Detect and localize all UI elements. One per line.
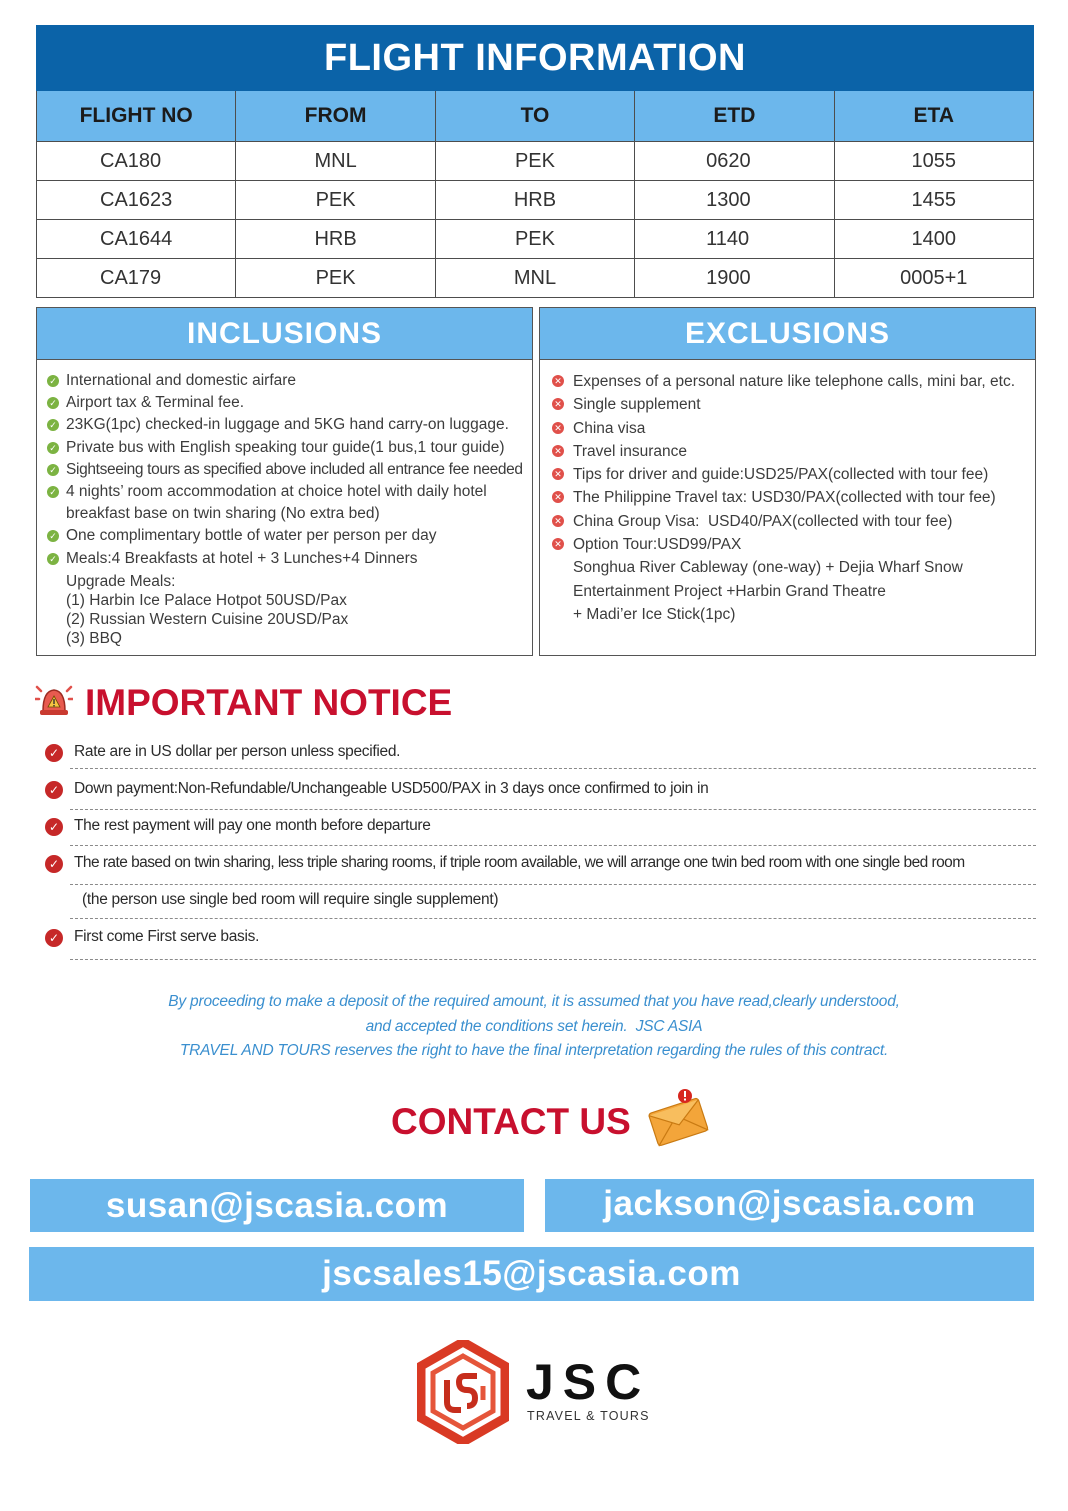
cell-eta: 1055 bbox=[834, 142, 1033, 181]
check-circle-icon: ✓ bbox=[47, 464, 59, 476]
check-circle-icon: ✓ bbox=[45, 781, 63, 799]
x-circle-icon: ✕ bbox=[552, 468, 564, 480]
dashed-divider bbox=[70, 768, 1036, 769]
check-circle-icon: ✓ bbox=[45, 818, 63, 836]
upgrade-meal-item: (1) Harbin Ice Palace Hotpot 50USD/Pax bbox=[66, 591, 347, 609]
cell-etd: 1900 bbox=[635, 259, 834, 298]
header-flight-no: FLIGHT NO bbox=[37, 91, 236, 142]
list-item bbox=[550, 486, 1027, 509]
notice-text: Down payment:Non-Refundable/Unchangeable USD500/PAX in 3 days once confirmed to join in bbox=[74, 780, 709, 797]
exclusion-text: The Philippine Travel tax: USD30/PAX(collected with tour fee) bbox=[573, 489, 996, 507]
disclaimer bbox=[60, 990, 1008, 1064]
inclusion-text: 4 nights’ room accommodation at choice hotel with daily hotel breakfast base on twin sharing (No extra bed) bbox=[66, 483, 487, 523]
notice-text: Rate are in US dollar per person unless specified. bbox=[74, 743, 401, 760]
table-row bbox=[37, 220, 1034, 259]
check-circle-icon: ✓ bbox=[47, 419, 59, 431]
check-circle-icon: ✓ bbox=[45, 929, 63, 947]
dashed-divider bbox=[70, 845, 1036, 846]
cell-from: HRB bbox=[236, 220, 435, 259]
list-item bbox=[550, 370, 1027, 393]
disclaimer-line: TRAVEL AND TOURS reserves the right to have the final interpretation regarding the rules of this contract. bbox=[179, 1042, 889, 1059]
cell-etd: 0620 bbox=[635, 142, 834, 181]
check-circle-icon: ✓ bbox=[45, 744, 63, 762]
inclusion-text: Airport tax & Terminal fee. bbox=[66, 394, 245, 412]
header-eta: ETA bbox=[834, 91, 1033, 142]
jsc-logo-mark bbox=[417, 1340, 509, 1449]
table-row bbox=[37, 259, 1034, 298]
list-item bbox=[47, 548, 524, 570]
cell-from: PEK bbox=[236, 181, 435, 220]
cell-etd: 1140 bbox=[635, 220, 834, 259]
x-circle-icon: ✕ bbox=[552, 398, 564, 410]
x-circle-icon: ✕ bbox=[552, 491, 564, 503]
cell-flight-no: CA1623 bbox=[37, 181, 236, 220]
upgrade-meals-title: Upgrade Meals: bbox=[66, 572, 176, 590]
alarm-bell-icon bbox=[35, 683, 73, 724]
x-circle-icon: ✕ bbox=[552, 375, 564, 387]
notice-text: First come First serve basis. bbox=[74, 928, 260, 945]
option-tour-detail: + Madi’er Ice Stick(1pc) bbox=[573, 605, 736, 623]
check-circle-icon: ✓ bbox=[47, 442, 59, 454]
cell-from: PEK bbox=[236, 259, 435, 298]
flight-table bbox=[36, 91, 1034, 298]
notice-text: (the person use single bed room will require single supplement) bbox=[82, 891, 499, 908]
inclusion-text: One complimentary bottle of water per person per day bbox=[66, 527, 437, 545]
cell-eta: 1400 bbox=[834, 220, 1033, 259]
inclusions-list bbox=[37, 360, 532, 570]
envelope-icon bbox=[646, 1087, 710, 1152]
exclusion-text: Travel insurance bbox=[573, 442, 688, 460]
cell-eta: 1455 bbox=[834, 181, 1033, 220]
disclaimer-line: By proceeding to make a deposit of the required amount, it is assumed that you have read,clearly understood, bbox=[168, 993, 900, 1010]
header-to: TO bbox=[435, 91, 634, 142]
email-jackson-link[interactable]: jackson@jscasia.com bbox=[545, 1179, 1034, 1232]
exclusion-text: Expenses of a personal nature like telephone calls, mini bar, etc. bbox=[573, 373, 1016, 390]
table-row bbox=[37, 181, 1034, 220]
list-item bbox=[47, 370, 524, 392]
inclusion-text: Sightseeing tours as specified above included all entrance fee needed bbox=[66, 460, 523, 478]
exclusion-text: Tips for driver and guide:USD25/PAX(collected with tour fee) bbox=[573, 466, 989, 484]
flight-information-title: FLIGHT INFORMATION bbox=[36, 25, 1034, 91]
list-item bbox=[47, 392, 524, 414]
header-from: FROM bbox=[236, 91, 435, 142]
check-circle-icon: ✓ bbox=[47, 375, 59, 387]
email-sales-link[interactable]: jscsales15@jscasia.com bbox=[29, 1247, 1034, 1301]
important-notice-title: IMPORTANT NOTICE bbox=[85, 682, 453, 723]
list-item bbox=[47, 414, 524, 436]
exclusion-text: Option Tour:USD99/PAX bbox=[573, 536, 742, 554]
contact-us-title: CONTACT US bbox=[391, 1101, 631, 1142]
x-circle-icon: ✕ bbox=[552, 515, 564, 527]
check-circle-icon: ✓ bbox=[47, 397, 59, 409]
exclusions-title: EXCLUSIONS bbox=[540, 308, 1035, 360]
list-item bbox=[550, 440, 1027, 463]
exclusion-text: China Group Visa: USD40/PAX(collected with tour fee) bbox=[573, 512, 953, 530]
logo-tagline: TRAVEL & TOURS bbox=[527, 1409, 650, 1423]
dashed-divider bbox=[70, 918, 1036, 919]
disclaimer-line: and accepted the conditions set herein. JSC ASIA bbox=[365, 1017, 703, 1035]
list-item bbox=[47, 459, 524, 481]
inclusion-text: Meals:4 Breakfasts at hotel + 3 Lunches+4 Dinners bbox=[66, 549, 418, 567]
list-item bbox=[550, 510, 1027, 533]
list-item bbox=[47, 437, 524, 459]
x-circle-icon: ✕ bbox=[552, 422, 564, 434]
exclusion-text: China visa bbox=[573, 419, 646, 437]
cell-flight-no: CA179 bbox=[37, 259, 236, 298]
cell-eta: 0005+1 bbox=[834, 259, 1033, 298]
dashed-divider bbox=[70, 959, 1036, 960]
cell-to: PEK bbox=[435, 142, 634, 181]
cell-to: PEK bbox=[435, 220, 634, 259]
check-circle-icon: ✓ bbox=[47, 486, 59, 498]
list-item bbox=[550, 463, 1027, 486]
cell-to: MNL bbox=[435, 259, 634, 298]
cell-flight-no: CA1644 bbox=[37, 220, 236, 259]
inclusions-box bbox=[36, 307, 533, 656]
logo-name: JSC bbox=[526, 1354, 651, 1410]
notice-text: The rate based on twin sharing, less triple sharing rooms, if triple room available, we will arrange one twin bed room with one single bed room bbox=[74, 854, 965, 871]
check-circle-icon: ✓ bbox=[47, 530, 59, 542]
upgrade-meal-item: (2) Russian Western Cuisine 20USD/Pax bbox=[66, 610, 349, 628]
list-item bbox=[550, 393, 1027, 416]
cell-etd: 1300 bbox=[635, 181, 834, 220]
cell-to: HRB bbox=[435, 181, 634, 220]
header-etd: ETD bbox=[635, 91, 834, 142]
list-item bbox=[550, 417, 1027, 440]
list-item bbox=[47, 525, 524, 547]
notice-text: The rest payment will pay one month before departure bbox=[74, 817, 431, 834]
email-susan-link[interactable]: susan@jscasia.com bbox=[30, 1179, 524, 1232]
x-circle-icon: ✕ bbox=[552, 538, 564, 550]
exclusions-list bbox=[540, 360, 1035, 556]
inclusions-title: INCLUSIONS bbox=[37, 308, 532, 360]
check-circle-icon: ✓ bbox=[47, 553, 59, 565]
flight-information-table bbox=[36, 25, 1034, 298]
exclusion-text: Single supplement bbox=[573, 396, 701, 414]
check-circle-icon: ✓ bbox=[45, 855, 63, 873]
inclusion-text: International and domestic airfare bbox=[66, 372, 297, 389]
x-circle-icon: ✕ bbox=[552, 445, 564, 457]
flight-header-row bbox=[37, 91, 1034, 142]
cell-from: MNL bbox=[236, 142, 435, 181]
cell-flight-no: CA180 bbox=[37, 142, 236, 181]
dashed-divider bbox=[70, 809, 1036, 810]
option-tour-detail: Entertainment Project +Harbin Grand Theatre bbox=[573, 582, 886, 600]
upgrade-meal-item: (3) BBQ bbox=[66, 629, 122, 647]
inclusion-text: Private bus with English speaking tour guide(1 bus,1 tour guide) bbox=[66, 438, 505, 456]
list-item bbox=[47, 481, 524, 525]
option-tour-detail: Songhua River Cableway (one-way) + Dejia Wharf Snow bbox=[573, 559, 963, 577]
exclusions-box bbox=[539, 307, 1036, 656]
inclusion-text: 23KG(1pc) checked-in luggage and 5KG hand carry-on luggage. bbox=[66, 416, 509, 434]
dashed-divider bbox=[70, 884, 1036, 885]
table-row bbox=[37, 142, 1034, 181]
list-item bbox=[550, 533, 1027, 556]
